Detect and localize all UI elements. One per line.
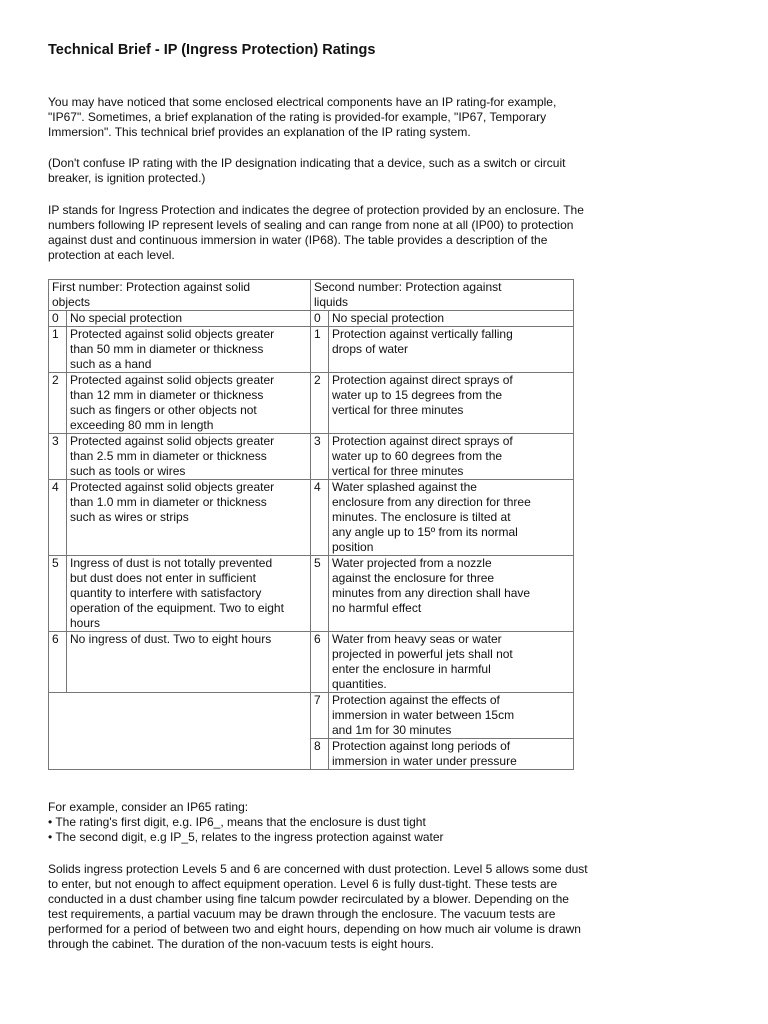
text-line: test requirements, a partial vacuum may be drawn through the enclosure. The vacuum tests are bbox=[48, 907, 556, 921]
table-header-row bbox=[49, 280, 574, 311]
description-line: enclosure from any direction for three bbox=[332, 495, 531, 509]
text-line: Immersion". This technical brief provides an explanation of the IP rating system. bbox=[48, 125, 471, 139]
description-line: Protection against direct sprays of bbox=[332, 434, 513, 448]
description-line: immersion in water between 15cm bbox=[332, 708, 515, 722]
solid-level-description bbox=[67, 311, 311, 327]
header-solid bbox=[49, 280, 311, 311]
liquid-level-number: 4 bbox=[311, 480, 329, 556]
description-line: Water projected from a nozzle bbox=[332, 556, 492, 570]
solid-level-description bbox=[67, 480, 311, 556]
liquid-level-description bbox=[329, 693, 574, 739]
example-paragraph bbox=[48, 800, 688, 845]
description-line: Protected against solid objects greater bbox=[70, 480, 275, 494]
solid-level-description bbox=[67, 327, 311, 373]
header-solid-line: objects bbox=[52, 295, 91, 309]
liquid-level-description bbox=[329, 327, 574, 373]
description-line: Protection against vertically falling bbox=[332, 327, 513, 341]
solid-level-description bbox=[67, 434, 311, 480]
table-row bbox=[49, 632, 574, 693]
description-line: but dust does not enter in sufficient bbox=[70, 571, 256, 585]
description-line: operation of the equipment. Two to eight bbox=[70, 601, 284, 615]
solid-level-number: 0 bbox=[49, 311, 67, 327]
description-line: Ingress of dust is not totally prevented bbox=[70, 556, 273, 570]
description-line: quantities. bbox=[332, 677, 387, 691]
description-line: No special protection bbox=[332, 311, 445, 325]
text-line: IP stands for Ingress Protection and indicates the degree of protection provided by an enclosure. The bbox=[48, 203, 584, 217]
text-line: numbers following IP represent levels of sealing and can range from none at all (IP00) to protection bbox=[48, 218, 574, 232]
text-line: (Don't confuse IP rating with the IP designation indicating that a device, such as a switch or circuit bbox=[48, 156, 566, 170]
description-line: than 12 mm in diameter or thickness bbox=[70, 388, 264, 402]
description-line: No special protection bbox=[70, 311, 183, 325]
description-line: Protected against solid objects greater bbox=[70, 434, 275, 448]
description-line: hours bbox=[70, 616, 101, 630]
description-line: projected in powerful jets shall not bbox=[332, 647, 513, 661]
liquid-level-number: 2 bbox=[311, 373, 329, 434]
header-liquid bbox=[311, 280, 574, 311]
liquid-level-number: 5 bbox=[311, 556, 329, 632]
description-line: and 1m for 30 minutes bbox=[332, 723, 452, 737]
description-line: minutes from any direction shall have bbox=[332, 586, 531, 600]
text-line: through the cabinet. The duration of the non-vacuum tests is eight hours. bbox=[48, 937, 435, 951]
solid-level-number: 1 bbox=[49, 327, 67, 373]
solid-level-description bbox=[67, 556, 311, 632]
liquid-level-number: 3 bbox=[311, 434, 329, 480]
description-line: such as a hand bbox=[70, 357, 152, 371]
description-line: minutes. The enclosure is tilted at bbox=[332, 510, 511, 524]
liquid-level-number: 1 bbox=[311, 327, 329, 373]
description-line: No ingress of dust. Two to eight hours bbox=[70, 632, 272, 646]
description-line: Protection against the effects of bbox=[332, 693, 500, 707]
page-title: Technical Brief - IP (Ingress Protection) Ratings bbox=[48, 42, 376, 58]
description-line: Protected against solid objects greater bbox=[70, 373, 275, 387]
header-solid-line: First number: Protection against solid bbox=[52, 280, 251, 294]
liquid-level-number: 6 bbox=[311, 632, 329, 693]
description-line: Water splashed against the bbox=[332, 480, 477, 494]
text-line: You may have noticed that some enclosed electrical components have an IP rating-for example, bbox=[48, 95, 557, 109]
liquid-level-number: 7 bbox=[311, 693, 329, 739]
solid-level-description bbox=[67, 373, 311, 434]
liquid-level-description bbox=[329, 373, 574, 434]
description-line: no harmful effect bbox=[332, 601, 422, 615]
description-line: water up to 15 degrees from the bbox=[332, 388, 503, 402]
text-line: breaker, is ignition protected.) bbox=[48, 171, 206, 185]
description-line: against the enclosure for three bbox=[332, 571, 495, 585]
solids-paragraph bbox=[48, 862, 720, 952]
liquid-level-number: 0 bbox=[311, 311, 329, 327]
description-line: enter the enclosure in harmful bbox=[332, 662, 491, 676]
description-line: position bbox=[332, 540, 374, 554]
solid-level-description bbox=[67, 632, 311, 693]
description-line: than 1.0 mm in diameter or thickness bbox=[70, 495, 267, 509]
description-line: quantity to interfere with satisfactory bbox=[70, 586, 262, 600]
description-line: drops of water bbox=[332, 342, 409, 356]
liquid-level-description bbox=[329, 311, 574, 327]
description-line: Protection against direct sprays of bbox=[332, 373, 513, 387]
header-liquid-line: Second number: Protection against bbox=[314, 280, 502, 294]
text-line: protection at each level. bbox=[48, 248, 175, 262]
intro-paragraph bbox=[48, 95, 688, 140]
solid-level-number: 6 bbox=[49, 632, 67, 693]
empty-cell bbox=[49, 693, 311, 770]
solid-level-number: 5 bbox=[49, 556, 67, 632]
text-line: For example, consider an IP65 rating: bbox=[48, 800, 249, 814]
ip-rating-table bbox=[48, 279, 574, 770]
note-paragraph bbox=[48, 156, 688, 186]
text-line: "IP67". Sometimes, a brief explanation of the rating is provided-for example, "IP67, Temporary bbox=[48, 110, 547, 124]
liquid-level-description bbox=[329, 556, 574, 632]
header-liquid-line: liquids bbox=[314, 295, 349, 309]
text-line: against dust and continuous immersion in water (IP68). The table provides a description of the bbox=[48, 233, 548, 247]
table-row bbox=[49, 434, 574, 480]
description-line: immersion in water under pressure bbox=[332, 754, 517, 768]
table-row bbox=[49, 480, 574, 556]
solid-level-number: 4 bbox=[49, 480, 67, 556]
text-line: Solids ingress protection Levels 5 and 6 are concerned with dust protection. Level 5 allows some dust bbox=[48, 862, 588, 876]
text-line: conducted in a dust chamber using fine talcum powder recirculated by a blower. Depending on the bbox=[48, 892, 569, 906]
text-line: performed for a period of between two and eight hours, depending on how much air volume is drawn bbox=[48, 922, 581, 936]
description-line: Protected against solid objects greater bbox=[70, 327, 275, 341]
liquid-level-description bbox=[329, 480, 574, 556]
solid-level-number: 3 bbox=[49, 434, 67, 480]
description-line: than 50 mm in diameter or thickness bbox=[70, 342, 264, 356]
description-line: any angle up to 15º from its normal bbox=[332, 525, 518, 539]
description-line: Water from heavy seas or water bbox=[332, 632, 502, 646]
table-row bbox=[49, 556, 574, 632]
bullet-line: • The rating's first digit, e.g. IP6_, means that the enclosure is dust tight bbox=[48, 815, 426, 829]
solid-level-number: 2 bbox=[49, 373, 67, 434]
description-line: Protection against long periods of bbox=[332, 739, 511, 753]
definition-paragraph bbox=[48, 203, 688, 263]
description-line: such as tools or wires bbox=[70, 464, 186, 478]
description-line: exceeding 80 mm in length bbox=[70, 418, 214, 432]
bullet-line: • The second digit, e.g IP_5, relates to the ingress protection against water bbox=[48, 830, 444, 844]
description-line: such as wires or strips bbox=[70, 510, 189, 524]
liquid-level-description bbox=[329, 632, 574, 693]
text-line: to enter, but not enough to affect equipment operation. Level 6 is fully dust-tight. These tests are bbox=[48, 877, 558, 891]
liquid-level-description bbox=[329, 434, 574, 480]
description-line: water up to 60 degrees from the bbox=[332, 449, 503, 463]
description-line: such as fingers or other objects not bbox=[70, 403, 257, 417]
table-row bbox=[49, 311, 574, 327]
table-row bbox=[49, 693, 574, 739]
description-line: vertical for three minutes bbox=[332, 403, 464, 417]
description-line: vertical for three minutes bbox=[332, 464, 464, 478]
table-row bbox=[49, 373, 574, 434]
liquid-level-number: 8 bbox=[311, 739, 329, 770]
liquid-level-description bbox=[329, 739, 574, 770]
table-row bbox=[49, 327, 574, 373]
description-line: than 2.5 mm in diameter or thickness bbox=[70, 449, 267, 463]
